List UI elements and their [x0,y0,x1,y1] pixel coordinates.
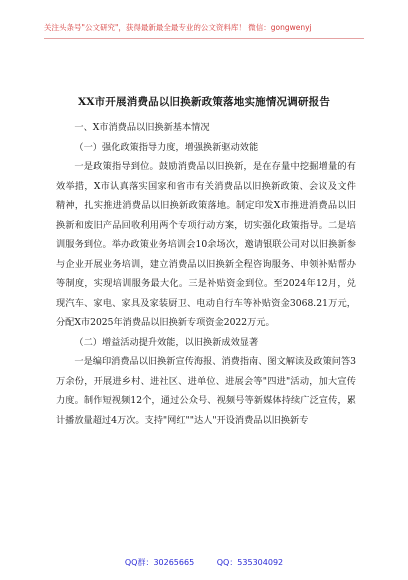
page-footer [0,557,408,568]
subsection-heading: （一）强化政策指导力度，增强换新驱动效能 [74,141,259,153]
footer-qq: QQ：535304092 [216,558,284,567]
document-body [56,118,356,430]
body-paragraph: 一是编印消费品以旧换新宣传海报、消费指南、图文解读及政策问答3万余份，开展进乡村、进社区、进单位、进展会等"四进"活动，加大宣传力度。制作短视频12个，通过公众号、视频号等新媒体持续广泛宣传，累计播放量超过4万次。支持"网红""达人"开设消费品以旧换新专 [56,356,356,426]
document-title: XX市开展消费品以旧换新政策落地实施情况调研报告 [77,96,331,108]
section-heading: 一、X市消费品以旧换新基本情况 [74,122,210,133]
footer-qq-group: QQ群：30265665 [124,558,195,567]
header-banner: 关注头条号"公文研究"，获得最新最全最专业的公文资料库！ 微信：gongwenyj [44,23,312,32]
body-paragraph: 一是政策指导到位。鼓励消费品以旧换新，是在存量中挖掘增量的有效举措，X市认真落实国家和省市有关消费品以旧换新政策、会议及文件精神，扎实推进消费品以旧换新政策落地。制定印发X市推进消费品以旧换新和废旧产品回收利用两个专项行动方案，切实强化政策指导。二是培训服务到位。举办政策业务培训会10余场次，邀请银联公司对以旧换新参与企业开展业务培训，建立消费品以旧换新全程咨询服务、申领补贴帮办等制度，实现培训服务最大化。三是补贴资金到位。至2024年12月，兑现汽车、家电、家具及家装厨卫、电动自行车等补贴资金3068.21万元，分配X市2025年消费品以旧换新专项资金2022万元。 [56,161,356,328]
subsection-heading: （二）增益活动提升效能，以旧换新成效显著 [74,336,259,348]
header-divider [44,38,364,39]
